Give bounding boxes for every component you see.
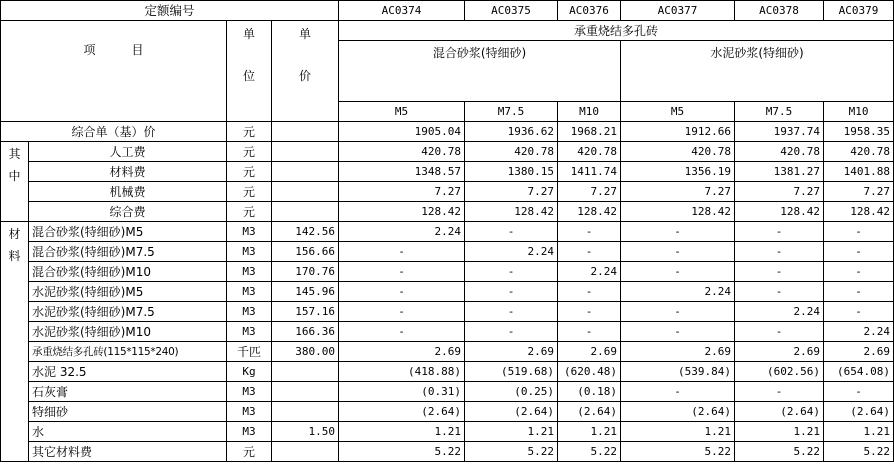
unit-header-top: 单 xyxy=(242,27,255,41)
value-cell: - xyxy=(621,262,735,282)
table-row xyxy=(1,202,894,222)
value-cell: (2.64) xyxy=(621,402,735,422)
row-price: 145.96 xyxy=(272,282,339,302)
value-cell: - xyxy=(339,302,465,322)
group-label xyxy=(1,142,29,222)
value-cell: (519.68) xyxy=(465,362,558,382)
row-price: 156.66 xyxy=(272,242,339,262)
value-cell: 128.42 xyxy=(735,202,824,222)
grade-cell: M10 xyxy=(558,102,621,122)
row-price xyxy=(272,402,339,422)
material-title: 承重烧结多孔砖 xyxy=(339,21,894,41)
row-name: 人工费 xyxy=(29,142,227,162)
value-cell: 7.27 xyxy=(465,182,558,202)
value-cell: 128.42 xyxy=(824,202,894,222)
summary-value: 1968.21 xyxy=(558,122,621,142)
group-label-bottom: 料 xyxy=(8,249,21,263)
value-cell: 1356.19 xyxy=(621,162,735,182)
table-row xyxy=(1,282,894,302)
value-cell: - xyxy=(465,302,558,322)
value-cell: - xyxy=(735,282,824,302)
row-name: 其它材料费 xyxy=(29,442,227,462)
group-label-bottom: 中 xyxy=(8,169,21,183)
row-price xyxy=(272,362,339,382)
row-unit: M3 xyxy=(227,382,272,402)
value-cell: - xyxy=(824,262,894,282)
value-cell: 5.22 xyxy=(824,442,894,462)
value-cell: 128.42 xyxy=(465,202,558,222)
value-cell: 7.27 xyxy=(824,182,894,202)
value-cell: 5.22 xyxy=(621,442,735,462)
grade-cell: M10 xyxy=(824,102,894,122)
table-row xyxy=(1,142,894,162)
table-row xyxy=(1,322,894,342)
value-cell: 7.27 xyxy=(558,182,621,202)
value-cell: (418.88) xyxy=(339,362,465,382)
value-cell: - xyxy=(339,282,465,302)
row-price xyxy=(272,162,339,182)
row-price: 380.00 xyxy=(272,342,339,362)
value-cell: - xyxy=(824,222,894,242)
table-row xyxy=(1,182,894,202)
code-cell: AC0379 xyxy=(824,1,894,21)
price-header-bottom: 价 xyxy=(299,69,312,83)
table-row xyxy=(1,242,894,262)
value-cell: - xyxy=(558,242,621,262)
row-price: 142.56 xyxy=(272,222,339,242)
summary-value: 1937.74 xyxy=(735,122,824,142)
value-cell: 1.21 xyxy=(465,422,558,442)
row-name: 水泥砂浆(特细砂)M5 xyxy=(29,282,227,302)
grade-cell: M7.5 xyxy=(735,102,824,122)
value-cell: - xyxy=(824,282,894,302)
value-cell: (539.84) xyxy=(621,362,735,382)
price-header-top: 单 xyxy=(299,27,312,41)
value-cell: 5.22 xyxy=(735,442,824,462)
row-price xyxy=(272,442,339,462)
value-cell: 2.24 xyxy=(621,282,735,302)
row-name: 机械费 xyxy=(29,182,227,202)
value-cell: 2.69 xyxy=(621,342,735,362)
code-cell: AC0377 xyxy=(621,1,735,21)
value-cell: - xyxy=(558,322,621,342)
row-name: 水 xyxy=(29,422,227,442)
value-cell: (620.48) xyxy=(558,362,621,382)
row-unit: 元 xyxy=(227,442,272,462)
code-cell: AC0376 xyxy=(558,1,621,21)
summary-price xyxy=(272,122,339,142)
row-name: 混合砂浆(特细砂)M5 xyxy=(29,222,227,242)
value-cell: 7.27 xyxy=(735,182,824,202)
row-unit: 元 xyxy=(227,202,272,222)
row-unit: 元 xyxy=(227,162,272,182)
row-unit: M3 xyxy=(227,422,272,442)
value-cell: 1348.57 xyxy=(339,162,465,182)
table-row xyxy=(1,362,894,382)
value-cell: 5.22 xyxy=(465,442,558,462)
value-cell: 1.21 xyxy=(824,422,894,442)
value-cell: 420.78 xyxy=(824,142,894,162)
value-cell: - xyxy=(621,242,735,262)
grade-cell: M5 xyxy=(339,102,465,122)
header-row xyxy=(1,21,894,41)
value-cell: 1380.15 xyxy=(465,162,558,182)
value-cell: (0.25) xyxy=(465,382,558,402)
row-unit: 元 xyxy=(227,142,272,162)
price-header xyxy=(272,21,339,122)
summary-value: 1958.35 xyxy=(824,122,894,142)
value-cell: 2.24 xyxy=(339,222,465,242)
table-row xyxy=(1,342,894,362)
value-cell: - xyxy=(824,242,894,262)
value-cell: (654.08) xyxy=(824,362,894,382)
cost-group xyxy=(1,142,894,222)
material-group xyxy=(1,222,894,462)
value-cell: 1381.27 xyxy=(735,162,824,182)
value-cell: (0.18) xyxy=(558,382,621,402)
row-name: 混合砂浆(特细砂)M10 xyxy=(29,262,227,282)
row-name: 水泥砂浆(特细砂)M10 xyxy=(29,322,227,342)
value-cell: 2.69 xyxy=(465,342,558,362)
value-cell: 2.69 xyxy=(735,342,824,362)
value-cell: - xyxy=(339,262,465,282)
value-cell: - xyxy=(735,262,824,282)
value-cell: - xyxy=(621,222,735,242)
value-cell: 1.21 xyxy=(339,422,465,442)
table-row xyxy=(1,162,894,182)
table-row xyxy=(1,222,894,242)
value-cell: - xyxy=(824,382,894,402)
value-cell: - xyxy=(621,382,735,402)
value-cell: - xyxy=(735,242,824,262)
value-cell: (2.64) xyxy=(558,402,621,422)
table-row xyxy=(1,302,894,322)
row-unit: M3 xyxy=(227,402,272,422)
row-unit: M3 xyxy=(227,322,272,342)
value-cell: - xyxy=(735,222,824,242)
row-name: 水泥 32.5 xyxy=(29,362,227,382)
row-name: 材料费 xyxy=(29,162,227,182)
code-label: 定额编号 xyxy=(1,1,339,21)
row-unit: Kg xyxy=(227,362,272,382)
value-cell: - xyxy=(465,282,558,302)
row-unit: M3 xyxy=(227,242,272,262)
value-cell: (2.64) xyxy=(465,402,558,422)
value-cell: (2.64) xyxy=(339,402,465,422)
value-cell: 2.69 xyxy=(339,342,465,362)
grade-cell: M5 xyxy=(621,102,735,122)
value-cell: - xyxy=(339,242,465,262)
unit-header xyxy=(227,21,272,122)
mortar-group-cement: 水泥砂浆(特细砂) xyxy=(621,41,894,102)
value-cell: 420.78 xyxy=(558,142,621,162)
value-cell: - xyxy=(465,222,558,242)
item-header: 项 目 xyxy=(1,21,227,122)
group-label xyxy=(1,222,29,462)
row-price xyxy=(272,182,339,202)
value-cell: 2.24 xyxy=(558,262,621,282)
code-cell: AC0375 xyxy=(465,1,558,21)
code-row xyxy=(1,1,894,21)
value-cell: - xyxy=(558,282,621,302)
value-cell: 420.78 xyxy=(735,142,824,162)
value-cell: 128.42 xyxy=(339,202,465,222)
row-unit: 千匹 xyxy=(227,342,272,362)
value-cell: (2.64) xyxy=(735,402,824,422)
value-cell: 2.24 xyxy=(735,302,824,322)
value-cell: 128.42 xyxy=(558,202,621,222)
value-cell: (2.64) xyxy=(824,402,894,422)
value-cell: 1411.74 xyxy=(558,162,621,182)
value-cell: - xyxy=(621,322,735,342)
row-unit: M3 xyxy=(227,222,272,242)
row-price: 170.76 xyxy=(272,262,339,282)
value-cell: 420.78 xyxy=(339,142,465,162)
value-cell: 420.78 xyxy=(621,142,735,162)
value-cell: - xyxy=(339,322,465,342)
code-cell: AC0378 xyxy=(735,1,824,21)
row-price xyxy=(272,202,339,222)
value-cell: - xyxy=(621,302,735,322)
value-cell: - xyxy=(558,222,621,242)
value-cell: - xyxy=(735,322,824,342)
value-cell: (602.56) xyxy=(735,362,824,382)
mortar-group-mixed: 混合砂浆(特细砂) xyxy=(339,41,621,102)
row-price xyxy=(272,142,339,162)
row-name: 特细砂 xyxy=(29,402,227,422)
summary-row xyxy=(1,122,894,142)
grade-cell: M7.5 xyxy=(465,102,558,122)
table-row xyxy=(1,442,894,462)
row-name: 承重烧结多孔砖(115*115*240) xyxy=(29,342,227,362)
group-label-top: 材 xyxy=(8,227,21,241)
row-price: 166.36 xyxy=(272,322,339,342)
value-cell: 7.27 xyxy=(621,182,735,202)
row-price xyxy=(272,382,339,402)
value-cell: (0.31) xyxy=(339,382,465,402)
row-unit: 元 xyxy=(227,182,272,202)
row-price: 1.50 xyxy=(272,422,339,442)
value-cell: 1.21 xyxy=(558,422,621,442)
summary-unit: 元 xyxy=(227,122,272,142)
summary-value: 1912.66 xyxy=(621,122,735,142)
row-name: 混合砂浆(特细砂)M7.5 xyxy=(29,242,227,262)
row-unit: M3 xyxy=(227,262,272,282)
value-cell: 420.78 xyxy=(465,142,558,162)
row-name: 综合费 xyxy=(29,202,227,222)
summary-label: 综合单（基）价 xyxy=(1,122,227,142)
value-cell: 7.27 xyxy=(339,182,465,202)
value-cell: 2.24 xyxy=(465,242,558,262)
value-cell: - xyxy=(465,322,558,342)
table-row xyxy=(1,382,894,402)
value-cell: 128.42 xyxy=(621,202,735,222)
row-name: 水泥砂浆(特细砂)M7.5 xyxy=(29,302,227,322)
value-cell: - xyxy=(558,302,621,322)
value-cell: 1.21 xyxy=(735,422,824,442)
summary-value: 1936.62 xyxy=(465,122,558,142)
row-name: 石灰膏 xyxy=(29,382,227,402)
value-cell: - xyxy=(824,302,894,322)
value-cell: - xyxy=(465,262,558,282)
value-cell: 5.22 xyxy=(558,442,621,462)
row-unit: M3 xyxy=(227,282,272,302)
value-cell: 1.21 xyxy=(621,422,735,442)
table-row xyxy=(1,402,894,422)
unit-header-bottom: 位 xyxy=(242,69,255,83)
value-cell: 2.24 xyxy=(824,322,894,342)
value-cell: - xyxy=(735,382,824,402)
table-row xyxy=(1,262,894,282)
value-cell: 5.22 xyxy=(339,442,465,462)
row-price: 157.16 xyxy=(272,302,339,322)
code-cell: AC0374 xyxy=(339,1,465,21)
row-unit: M3 xyxy=(227,302,272,322)
table-row xyxy=(1,422,894,442)
value-cell: 2.69 xyxy=(558,342,621,362)
value-cell: 2.69 xyxy=(824,342,894,362)
value-cell: 1401.88 xyxy=(824,162,894,182)
summary-value: 1905.04 xyxy=(339,122,465,142)
group-label-top: 其 xyxy=(8,147,21,161)
